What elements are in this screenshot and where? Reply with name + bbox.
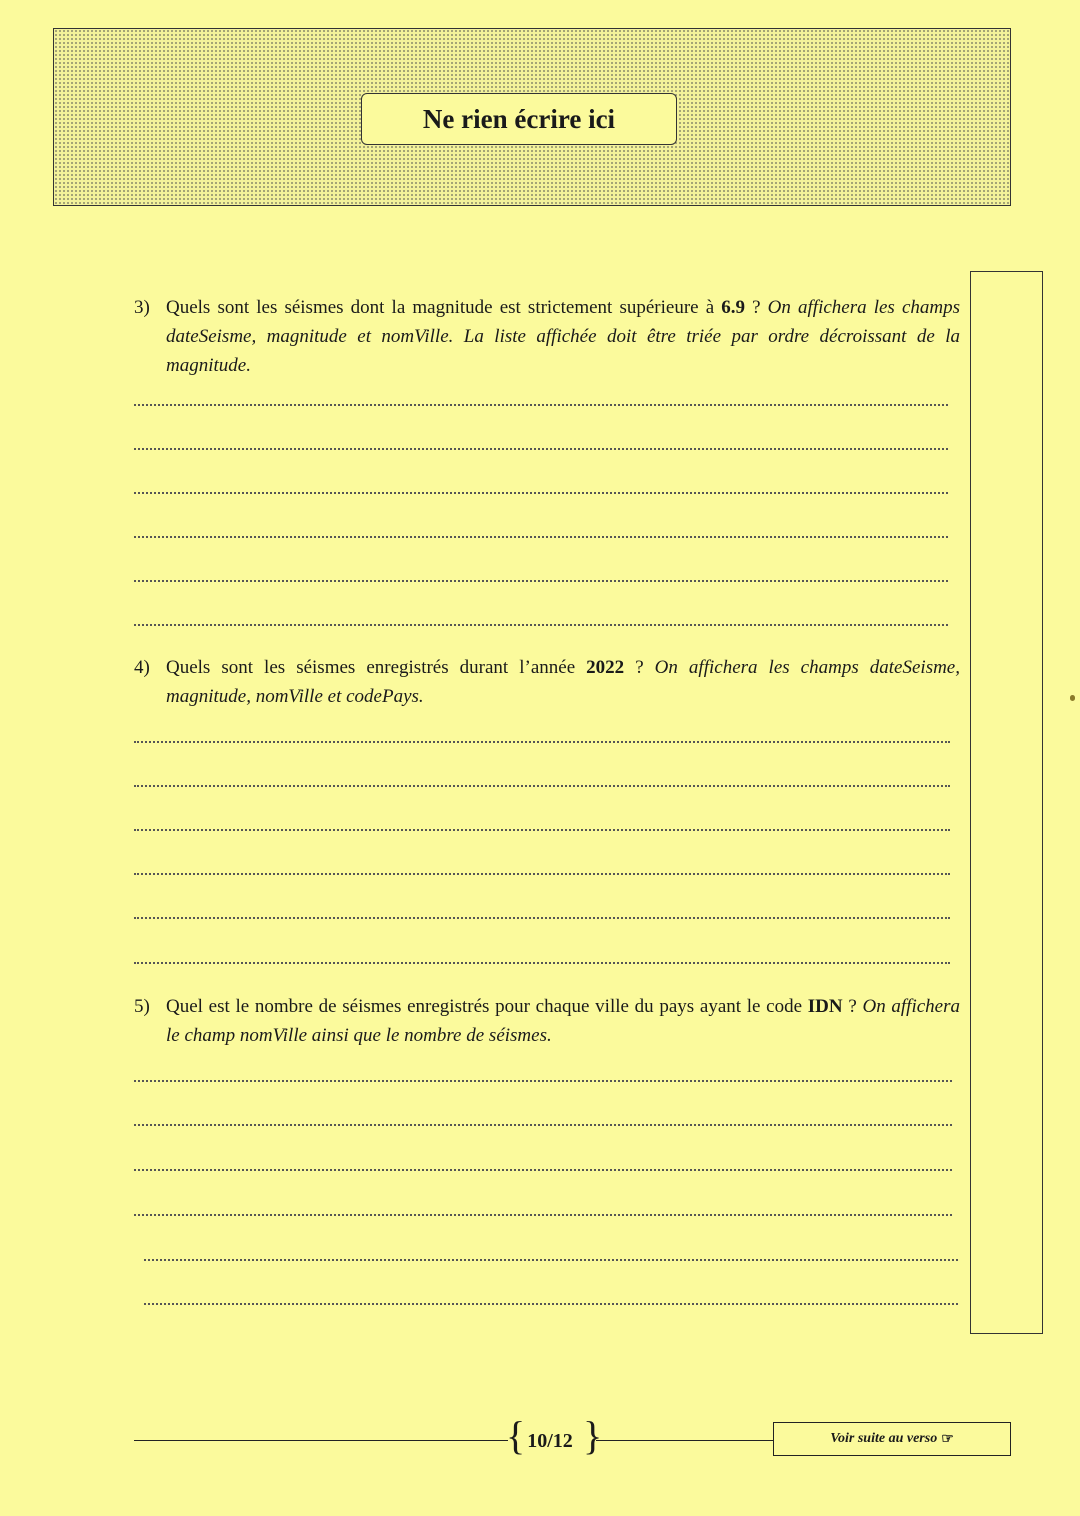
answer-line[interactable]: [134, 404, 948, 406]
pointing-hand-icon: ☞: [941, 1431, 954, 1447]
answer-line[interactable]: [134, 624, 948, 626]
question-text: [166, 653, 960, 711]
answer-line[interactable]: [144, 1259, 958, 1261]
question-instruction: On affichera les champs dateSeisme, magnitude et nomVille. La liste affichée doit être triée par ordre décroissant de la magnitude.: [166, 297, 960, 376]
question-number: 4): [134, 657, 150, 678]
answer-line[interactable]: [134, 1169, 952, 1171]
question-text: [166, 293, 960, 380]
answer-line[interactable]: [134, 785, 950, 787]
answer-line[interactable]: [134, 873, 950, 875]
page-number: 10/12: [527, 1429, 573, 1452]
question-text-plain: ?: [745, 297, 768, 318]
question-text-plain: Quels sont les séismes dont la magnitude est strictement supérieure à: [166, 297, 722, 318]
page-brace-left: {: [506, 1413, 526, 1458]
question-number: 3): [134, 297, 150, 318]
answer-line[interactable]: [134, 1080, 952, 1082]
question-text-bold: IDN: [807, 996, 843, 1017]
question-instruction: On affichera les champs dateSeisme, magnitude, nomVille et codePays.: [166, 657, 960, 707]
no-write-label: Ne rien écrire ici: [361, 93, 677, 145]
question-number: 5): [134, 996, 150, 1017]
scan-mark: [1070, 695, 1075, 701]
question-text-plain: Quels sont les séismes enregistrés durant l’année: [166, 657, 587, 678]
question-text-plain: Quel est le nombre de séismes enregistrés pour chaque ville du pays ayant le code: [166, 996, 808, 1017]
question-text-bold: 6.9: [721, 297, 745, 318]
answer-line[interactable]: [134, 917, 950, 919]
question-instruction: On affichera le champ nomVille ainsi que le nombre de séismes.: [166, 996, 960, 1046]
question-4: [134, 653, 960, 711]
page-brace-right: }: [583, 1413, 603, 1458]
answer-line[interactable]: [144, 1303, 958, 1305]
answer-line[interactable]: [134, 1214, 952, 1216]
question-5: [134, 992, 960, 1050]
continue-overleaf-box: [773, 1422, 1011, 1456]
answer-line[interactable]: [134, 829, 950, 831]
question-text-plain: ?: [842, 996, 863, 1017]
answer-line[interactable]: [134, 448, 948, 450]
answer-line[interactable]: [134, 580, 948, 582]
continue-label: Voir suite au verso: [830, 1431, 938, 1446]
question-text-plain: ?: [624, 657, 655, 678]
answer-line[interactable]: [134, 962, 950, 964]
question-text-bold: 2022: [586, 657, 625, 678]
answer-line[interactable]: [134, 1124, 952, 1126]
question-3: [134, 293, 960, 380]
answer-line[interactable]: [134, 492, 948, 494]
question-text: [166, 992, 960, 1050]
footer-rule-right: [596, 1440, 774, 1441]
answer-line[interactable]: [134, 741, 950, 743]
grading-margin-box: [970, 271, 1043, 1334]
answer-line[interactable]: [134, 536, 948, 538]
footer-rule-left: [134, 1440, 508, 1441]
